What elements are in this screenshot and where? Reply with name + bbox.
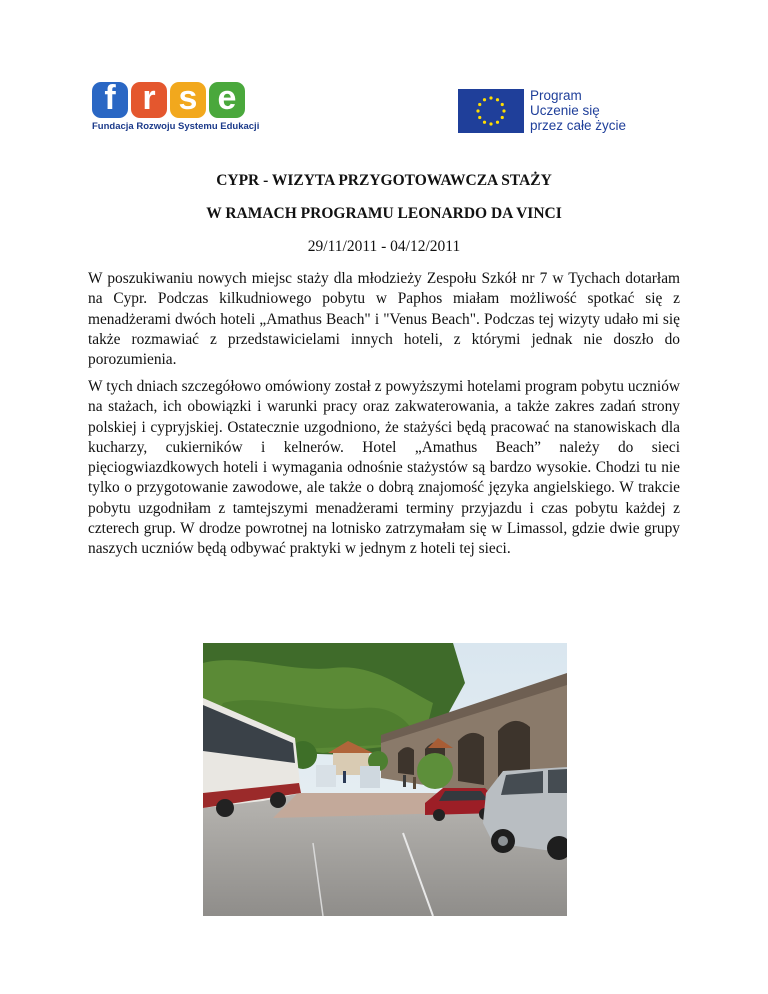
frse-subtitle: Fundacja Rozwoju Systemu Edukacji xyxy=(92,121,260,132)
eu-star-icon xyxy=(478,115,481,118)
frse-letter-s: s xyxy=(170,82,206,118)
eu-star-icon xyxy=(496,98,499,101)
paragraph-2: W tych dniach szczegółowo omówiony został z powyższymi hotelami program pobytu uczniów na stażach, ich obowiązki i warunki pracy oraz zakwaterowania, a także zakres zadań strony polskiej i cypryjskiej. Ostatecznie uzgodniono, że stażyści będą pracować na stanowiskach dla kucharzy, cukierników i kelnerów. Hotel „Amathus Beach” należy do sieci pięciogwiazdkowych hoteli i wymagania odnośnie stażystów są bardzo wysokie. Chodzi tu nie tylko o przygotowanie zawodowe, ale także o dobrą znajomość języka angielskiego. W trakcie pobytu uzgodniłam z tamtejszymi menadżerami terminy przyjazdu i czas pobytu każdej z czterech grup. W drodze powrotnej na lotnisko zatrzymałam się w Limassol, gdzie dwie grupy naszych uczniów będą odbywać praktyki w jednym z hoteli tej sieci. xyxy=(88,378,680,558)
eu-star-icon xyxy=(483,98,486,101)
frse-letter-r: r xyxy=(131,82,167,118)
eu-star-icon xyxy=(476,109,479,112)
frse-letter-f: f xyxy=(92,82,128,118)
eu-text-line3: przez całe życie xyxy=(530,118,627,133)
heading-line1: CYPR - WIZYTA PRZYGOTOWAWCZA STAŻY xyxy=(216,172,552,189)
frse-logo xyxy=(92,79,262,142)
eu-star-icon xyxy=(501,102,504,105)
eu-star-icon xyxy=(483,120,486,123)
eu-star-icon xyxy=(489,96,492,99)
photo-hotel-parking xyxy=(203,643,567,916)
paragraph-1: W poszukiwaniu nowych miejsc staży dla młodzieży Zespołu Szkół nr 7 w Tychach dotarłam na Cypr. Podczas kilkudniowego pobytu w Paphos miałam możliwość spotkać się z menadżerami dwóch hoteli „Amathus Beach" i "Venus Beach". Podczas tej wizyty udało mi się także rozmawiać z przedstawicielami innych hoteli, z którymi jednak nie doszło do porozumienia. xyxy=(88,270,680,369)
eu-programme-logo xyxy=(458,88,626,133)
eu-text-line1: Program xyxy=(530,88,582,103)
eu-star-icon xyxy=(478,102,481,105)
frse-letter-e: e xyxy=(209,82,245,118)
heading-line2: W RAMACH PROGRAMU LEONARDO DA VINCI xyxy=(206,205,562,222)
eu-star-icon xyxy=(501,115,504,118)
eu-text-line2: Uczenie się xyxy=(530,103,600,118)
eu-flag-icon xyxy=(458,89,524,133)
eu-star-icon xyxy=(489,122,492,125)
eu-star-icon xyxy=(502,109,505,112)
heading-dates: 29/11/2011 - 04/12/2011 xyxy=(307,238,461,255)
eu-star-icon xyxy=(496,120,499,123)
